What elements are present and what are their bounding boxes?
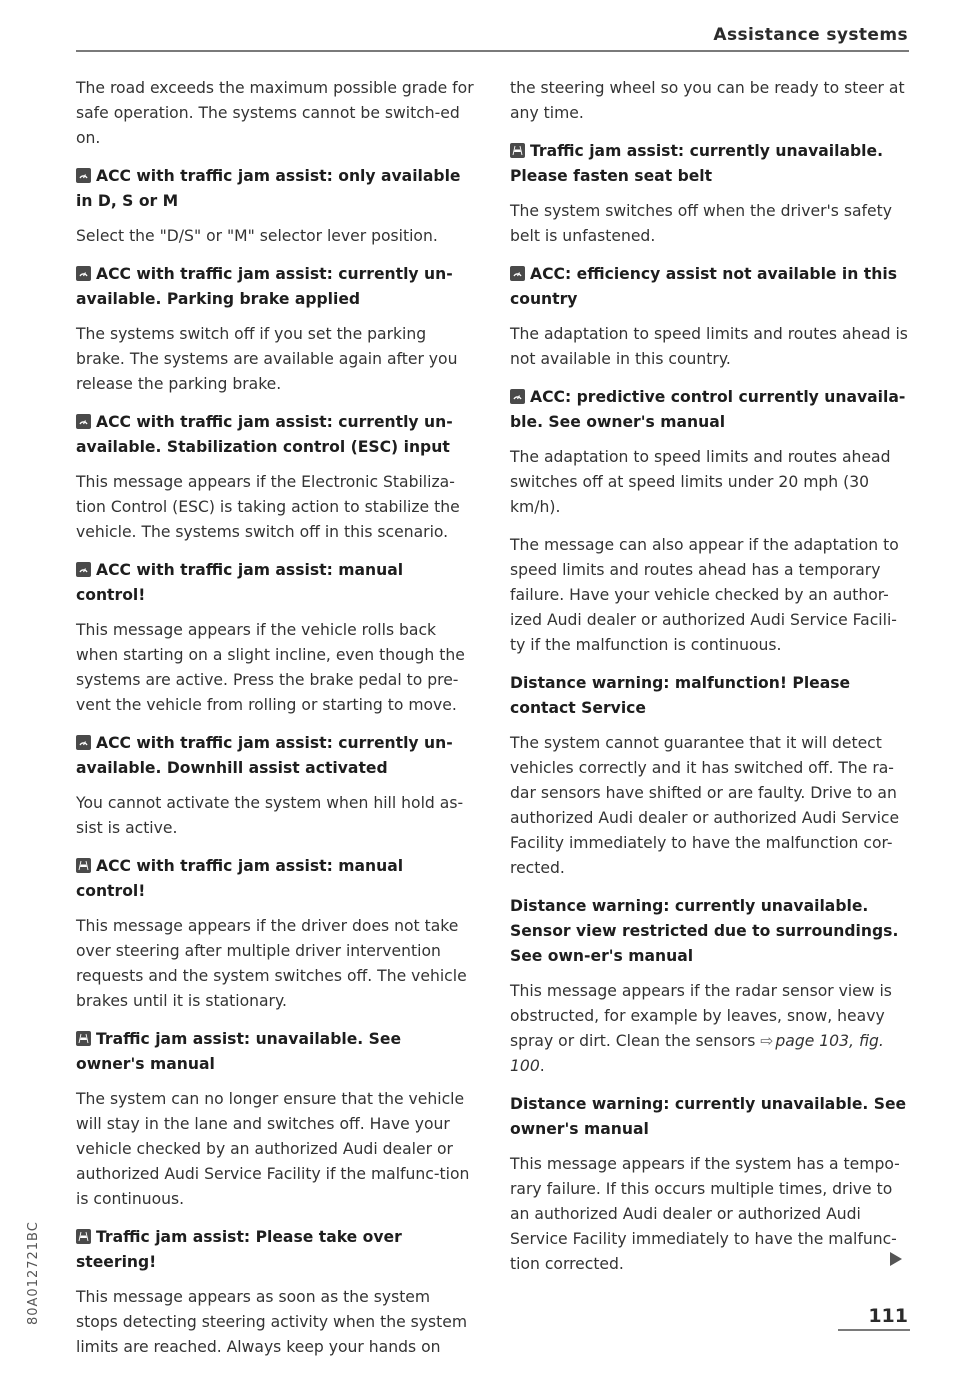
steering-assist-icon [76, 858, 91, 873]
acc-indicator-icon [76, 562, 91, 577]
body-paragraph: You cannot activate the system when hill hold as-sist is active. [76, 794, 464, 837]
message-heading-text: Distance warning: currently unavailable. Sensor view restricted due to surroundings. See own-er's manual [510, 897, 899, 965]
message-heading [510, 262, 908, 312]
body-paragraph: The road exceeds the maximum possible grade for safe operation. The systems cannot be switch-ed on. [76, 79, 474, 147]
body-paragraph: This message appears if the system has a tempo-rary failure. If this occurs multiple times, drive to an authorized Audi dealer or authorized Audi Service Facility immediately to have the malfunc-tion corrected. [510, 1155, 900, 1273]
message-heading [510, 671, 908, 721]
message-heading-text: ACC with traffic jam assist: currently un-available. Stabilization control (ESC) input [76, 413, 453, 456]
message-heading [76, 558, 474, 608]
body-paragraph: This message appears if the vehicle rolls back when starting on a slight incline, even though the systems are active. Press the brake pedal to pre-vent the vehicle from rolling or starting to move. [76, 621, 465, 714]
message-heading-text: ACC with traffic jam assist: currently un-available. Downhill assist activated [76, 734, 453, 777]
steering-assist-icon [76, 1229, 91, 1244]
document-code: 80A012721BC [26, 1221, 41, 1325]
body-paragraph: This message appears if the Electronic Stabiliza-tion Control (ESC) is taking action to stabilize the vehicle. The systems switch off in this scenario. [76, 473, 460, 541]
message-heading [76, 1225, 474, 1275]
left-text-column [76, 76, 474, 1373]
body-paragraph [510, 979, 908, 1079]
message-heading [510, 1092, 908, 1142]
message-heading-text: Traffic jam assist: Please take over steering! [76, 1228, 402, 1271]
acc-indicator-icon [510, 266, 525, 281]
acc-indicator-icon [510, 389, 525, 404]
message-heading [76, 731, 474, 781]
acc-indicator-icon [76, 168, 91, 183]
acc-indicator-icon [76, 735, 91, 750]
message-heading-text: Distance warning: malfunction! Please contact Service [510, 674, 851, 717]
message-heading [76, 262, 474, 312]
paragraph-text: This message appears if the radar sensor view is obstructed, for example by leaves, snow, heavy spray or dirt. Clean the sensors [510, 982, 892, 1050]
acc-indicator-icon [76, 414, 91, 429]
body-paragraph: Select the "D/S" or "M" selector lever position. [76, 227, 438, 245]
body-paragraph: The adaptation to speed limits and routes ahead switches off at speed limits under 20 mph (30 km/h). [510, 448, 891, 516]
message-heading-text: ACC with traffic jam assist: currently un-available. Parking brake applied [76, 265, 453, 308]
message-heading-text: ACC: predictive control currently unavaila-ble. See owner's manual [510, 388, 906, 431]
message-heading-text: Traffic jam assist: currently unavailable. Please fasten seat belt [510, 142, 884, 185]
body-paragraph: This message appears as soon as the system stops detecting steering activity when the system limits are reached. Always keep your hands on [76, 1288, 468, 1356]
steering-assist-icon [510, 143, 525, 158]
body-paragraph: The system cannot guarantee that it will detect vehicles correctly and it has switched off. The ra-dar sensors have shifted or are faulty. Drive to an authorized Audi dealer or authorized Audi Service Facility immediately to have the malfunction cor-rected. [510, 734, 900, 877]
right-text-column [510, 76, 908, 1290]
body-paragraph: The adaptation to speed limits and routes ahead is not available in this country. [510, 325, 908, 368]
body-paragraph: The system can no longer ensure that the vehicle will stay in the lane and switches off. Have your vehicle checked by an authorized Audi dealer or authorized Audi Service Facility if the malfunc-tion is continuous. [76, 1090, 470, 1208]
footer-divider [838, 1329, 910, 1331]
message-heading [76, 164, 474, 214]
body-paragraph: The message can also appear if the adaptation to speed limits and routes ahead has a temporary failure. Have your vehicle checked by an author-ized Audi dealer or authorized Audi Service Facili-ty if the malfunction is continuous. [510, 536, 899, 654]
message-heading-text: Traffic jam assist: unavailable. See owner's manual [76, 1030, 402, 1073]
steering-assist-icon [76, 1031, 91, 1046]
header-divider [76, 50, 909, 52]
message-heading-text: Distance warning: currently unavailable. See owner's manual [510, 1095, 907, 1138]
acc-indicator-icon [76, 266, 91, 281]
message-heading [510, 385, 908, 435]
message-heading [76, 410, 474, 460]
message-heading-text: ACC with traffic jam assist: manual control! [76, 857, 404, 900]
body-paragraph: the steering wheel so you can be ready to steer at any time. [510, 79, 905, 122]
message-heading-text: ACC: efficiency assist not available in this country [510, 265, 897, 308]
message-heading [510, 139, 908, 189]
section-header-title: Assistance systems [713, 25, 908, 45]
message-heading [76, 854, 474, 904]
paragraph-tail: . [539, 1057, 545, 1075]
continued-arrow-icon [890, 1252, 902, 1266]
message-heading [510, 894, 908, 969]
reference-arrow-icon: ⇨ [760, 1032, 774, 1050]
body-paragraph: This message appears if the driver does not take over steering after multiple driver intervention requests and the system switches off. The vehicle brakes until it is stationary. [76, 917, 467, 1010]
page-reference-link[interactable]: page 103, fig. 100 [510, 1032, 884, 1075]
message-heading [76, 1027, 474, 1077]
body-paragraph: The systems switch off if you set the parking brake. The systems are available again after you release the parking brake. [76, 325, 458, 393]
page-number: 111 [868, 1305, 908, 1327]
body-paragraph: The system switches off when the driver's safety belt is unfastened. [510, 202, 892, 245]
message-heading-text: ACC with traffic jam assist: manual control! [76, 561, 404, 604]
message-heading-text: ACC with traffic jam assist: only available in D, S or M [76, 167, 461, 210]
